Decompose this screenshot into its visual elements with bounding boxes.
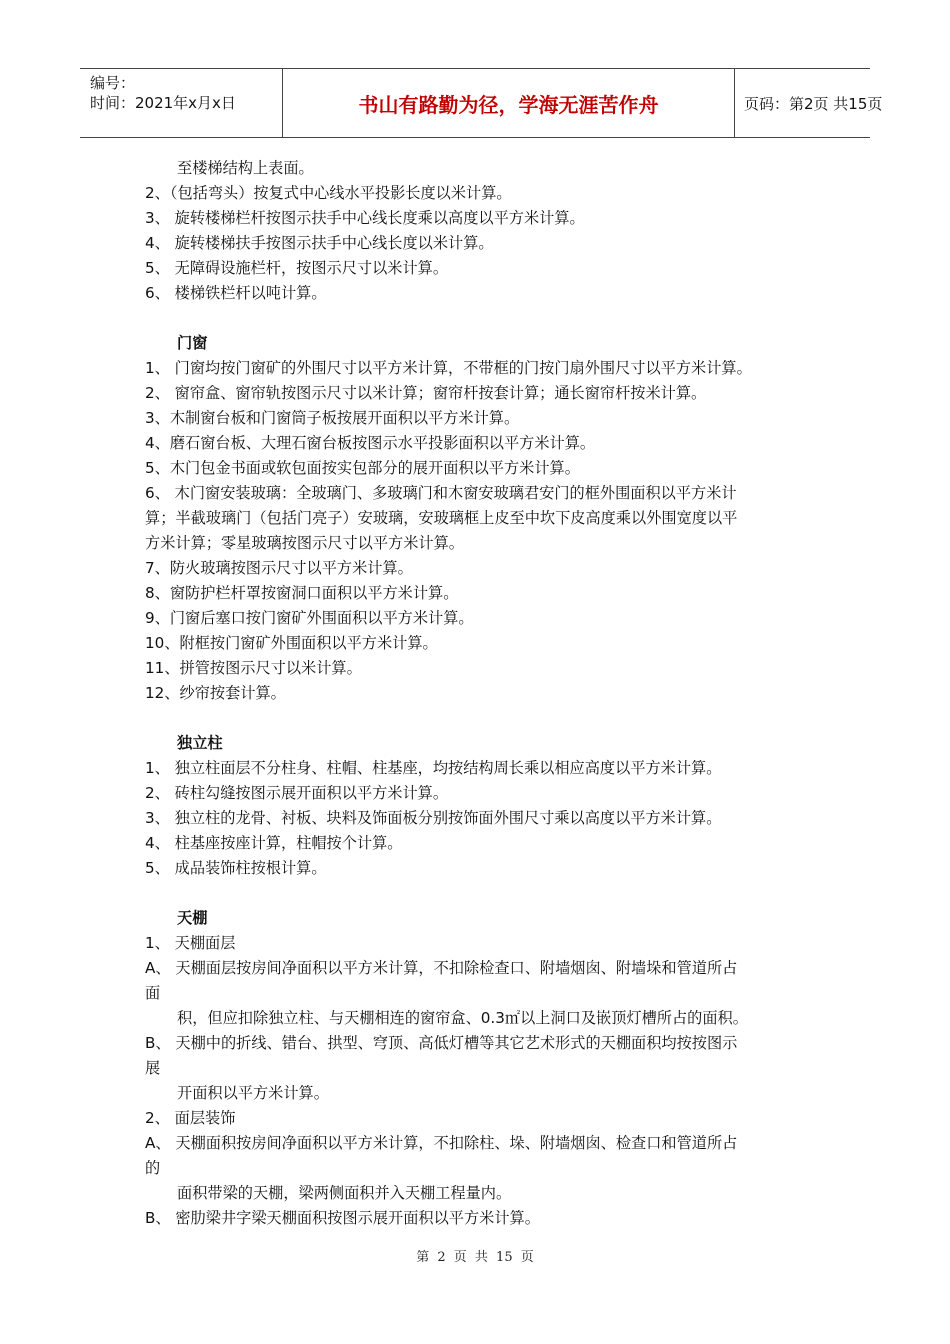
text-line: 开面积以平方米计算。 bbox=[177, 1084, 329, 1102]
document-time: 时间：2021年x月x日 bbox=[90, 94, 236, 112]
text-line: 1、 独立柱面层不分柱身、柱帽、柱基座，均按结构周长乘以相应高度以平方米计算。 bbox=[145, 759, 722, 777]
text-line: 6、 楼梯铁栏杆以吨计算。 bbox=[145, 284, 327, 302]
document-body bbox=[145, 156, 815, 1231]
section-heading: 独立柱 bbox=[177, 734, 223, 752]
page-header bbox=[80, 68, 883, 138]
text-line: 4、 旋转楼梯扶手按图示扶手中心线长度以米计算。 bbox=[145, 234, 494, 252]
text-line: 3、 旋转楼梯栏杆按图示扶手中心线长度乘以高度以平方米计算。 bbox=[145, 209, 585, 227]
header-meta bbox=[80, 69, 282, 137]
text-line: A、 天棚面积按房间净面积以平方米计算，不扣除柱、垛、附墙烟囱、检查口和管道所占 bbox=[145, 1134, 738, 1152]
page-footer: 第 2 页 共 15 页 bbox=[416, 1250, 534, 1265]
text-line: 面积带梁的天棚，梁两侧面积并入天棚工程量内。 bbox=[177, 1184, 512, 1202]
text-line: 5、木门包金书面或软包面按实包部分的展开面积以平方米计算。 bbox=[145, 459, 580, 477]
text-line: 6、 木门窗安装玻璃：全玻璃门、多玻璃门和木窗安玻璃君安门的框外围面积以平方米计 bbox=[145, 484, 737, 502]
text-line: A、 天棚面层按房间净面积以平方米计算，不扣除检查口、附墙烟囱、附墙垛和管道所占 bbox=[145, 959, 738, 977]
text-line: 5、 成品装饰柱按根计算。 bbox=[145, 859, 327, 877]
header-motto: 书山有路勤为径，学海无涯苦作舟 bbox=[282, 69, 735, 137]
text-line: 2、 面层装饰 bbox=[145, 1109, 236, 1127]
text-line: 10、附框按门窗矿外围面积以平方米计算。 bbox=[145, 634, 438, 652]
text-line: 算；半截玻璃门（包括门亮子）安玻璃，安玻璃框上皮至中坎下皮高度乘以外围宽度以平 bbox=[145, 509, 738, 527]
text-line: 11、拼管按图示尺寸以米计算。 bbox=[145, 659, 362, 677]
text-line: 积，但应扣除独立柱、与天棚相连的窗帘盒、0.3㎡以上洞口及嵌顶灯槽所占的面积。 bbox=[177, 1009, 748, 1027]
text-line: 1、 天棚面层 bbox=[145, 934, 236, 952]
text-line: 2、 砖柱勾缝按图示展开面积以平方米计算。 bbox=[145, 784, 449, 802]
text-line: 1、 门窗均按门窗矿的外围尺寸以平方米计算，不带框的门按门扇外围尺寸以平方米计算。 bbox=[145, 359, 752, 377]
text-line: 9、门窗后塞口按门窗矿外围面积以平方米计算。 bbox=[145, 609, 474, 627]
blank-line bbox=[145, 881, 815, 906]
text-line: 4、 柱基座按座计算，柱帽按个计算。 bbox=[145, 834, 403, 852]
text-line: 8、窗防护栏杆罩按窗洞口面积以平方米计算。 bbox=[145, 584, 459, 602]
text-line: 面 bbox=[145, 984, 161, 1002]
blank-line bbox=[145, 306, 815, 331]
document-number-label: 编号： bbox=[90, 74, 136, 92]
text-line: 展 bbox=[145, 1059, 161, 1077]
text-line: 3、木制窗台板和门窗筒子板按展开面积以平方米计算。 bbox=[145, 409, 520, 427]
text-line: 的 bbox=[145, 1159, 161, 1177]
text-line: 7、防火玻璃按图示尺寸以平方米计算。 bbox=[145, 559, 413, 577]
blank-line bbox=[145, 706, 815, 731]
text-line: 2、（包括弯头）按复式中心线水平投影长度以米计算。 bbox=[145, 184, 512, 202]
text-line: 12、纱帘按套计算。 bbox=[145, 684, 286, 702]
text-line: 2、 窗帘盒、窗帘轨按图示尺寸以米计算；窗帘杆按套计算；通长窗帘杆按米计算。 bbox=[145, 384, 707, 402]
text-line: 至楼梯结构上表面。 bbox=[177, 159, 314, 177]
text-line: 5、 无障碍设施栏杆，按图示尺寸以米计算。 bbox=[145, 259, 449, 277]
header-page-info: 页码：第2页 共15页 bbox=[744, 94, 883, 113]
text-line: 方米计算；零星玻璃按图示尺寸以平方米计算。 bbox=[145, 534, 464, 552]
section-heading: 天棚 bbox=[177, 909, 208, 927]
text-line: B、 密肋梁井字梁天棚面积按图示展开面积以平方米计算。 bbox=[145, 1209, 540, 1227]
section-heading: 门窗 bbox=[177, 334, 208, 352]
text-line: 3、 独立柱的龙骨、衬板、块料及饰面板分别按饰面外围尺寸乘以高度以平方米计算。 bbox=[145, 809, 722, 827]
text-line: 4、磨石窗台板、大理石窗台板按图示水平投影面积以平方米计算。 bbox=[145, 434, 596, 452]
text-line: B、 天棚中的折线、错台、拱型、穹顶、高低灯槽等其它艺术形式的天棚面积均按按图示 bbox=[145, 1034, 738, 1052]
